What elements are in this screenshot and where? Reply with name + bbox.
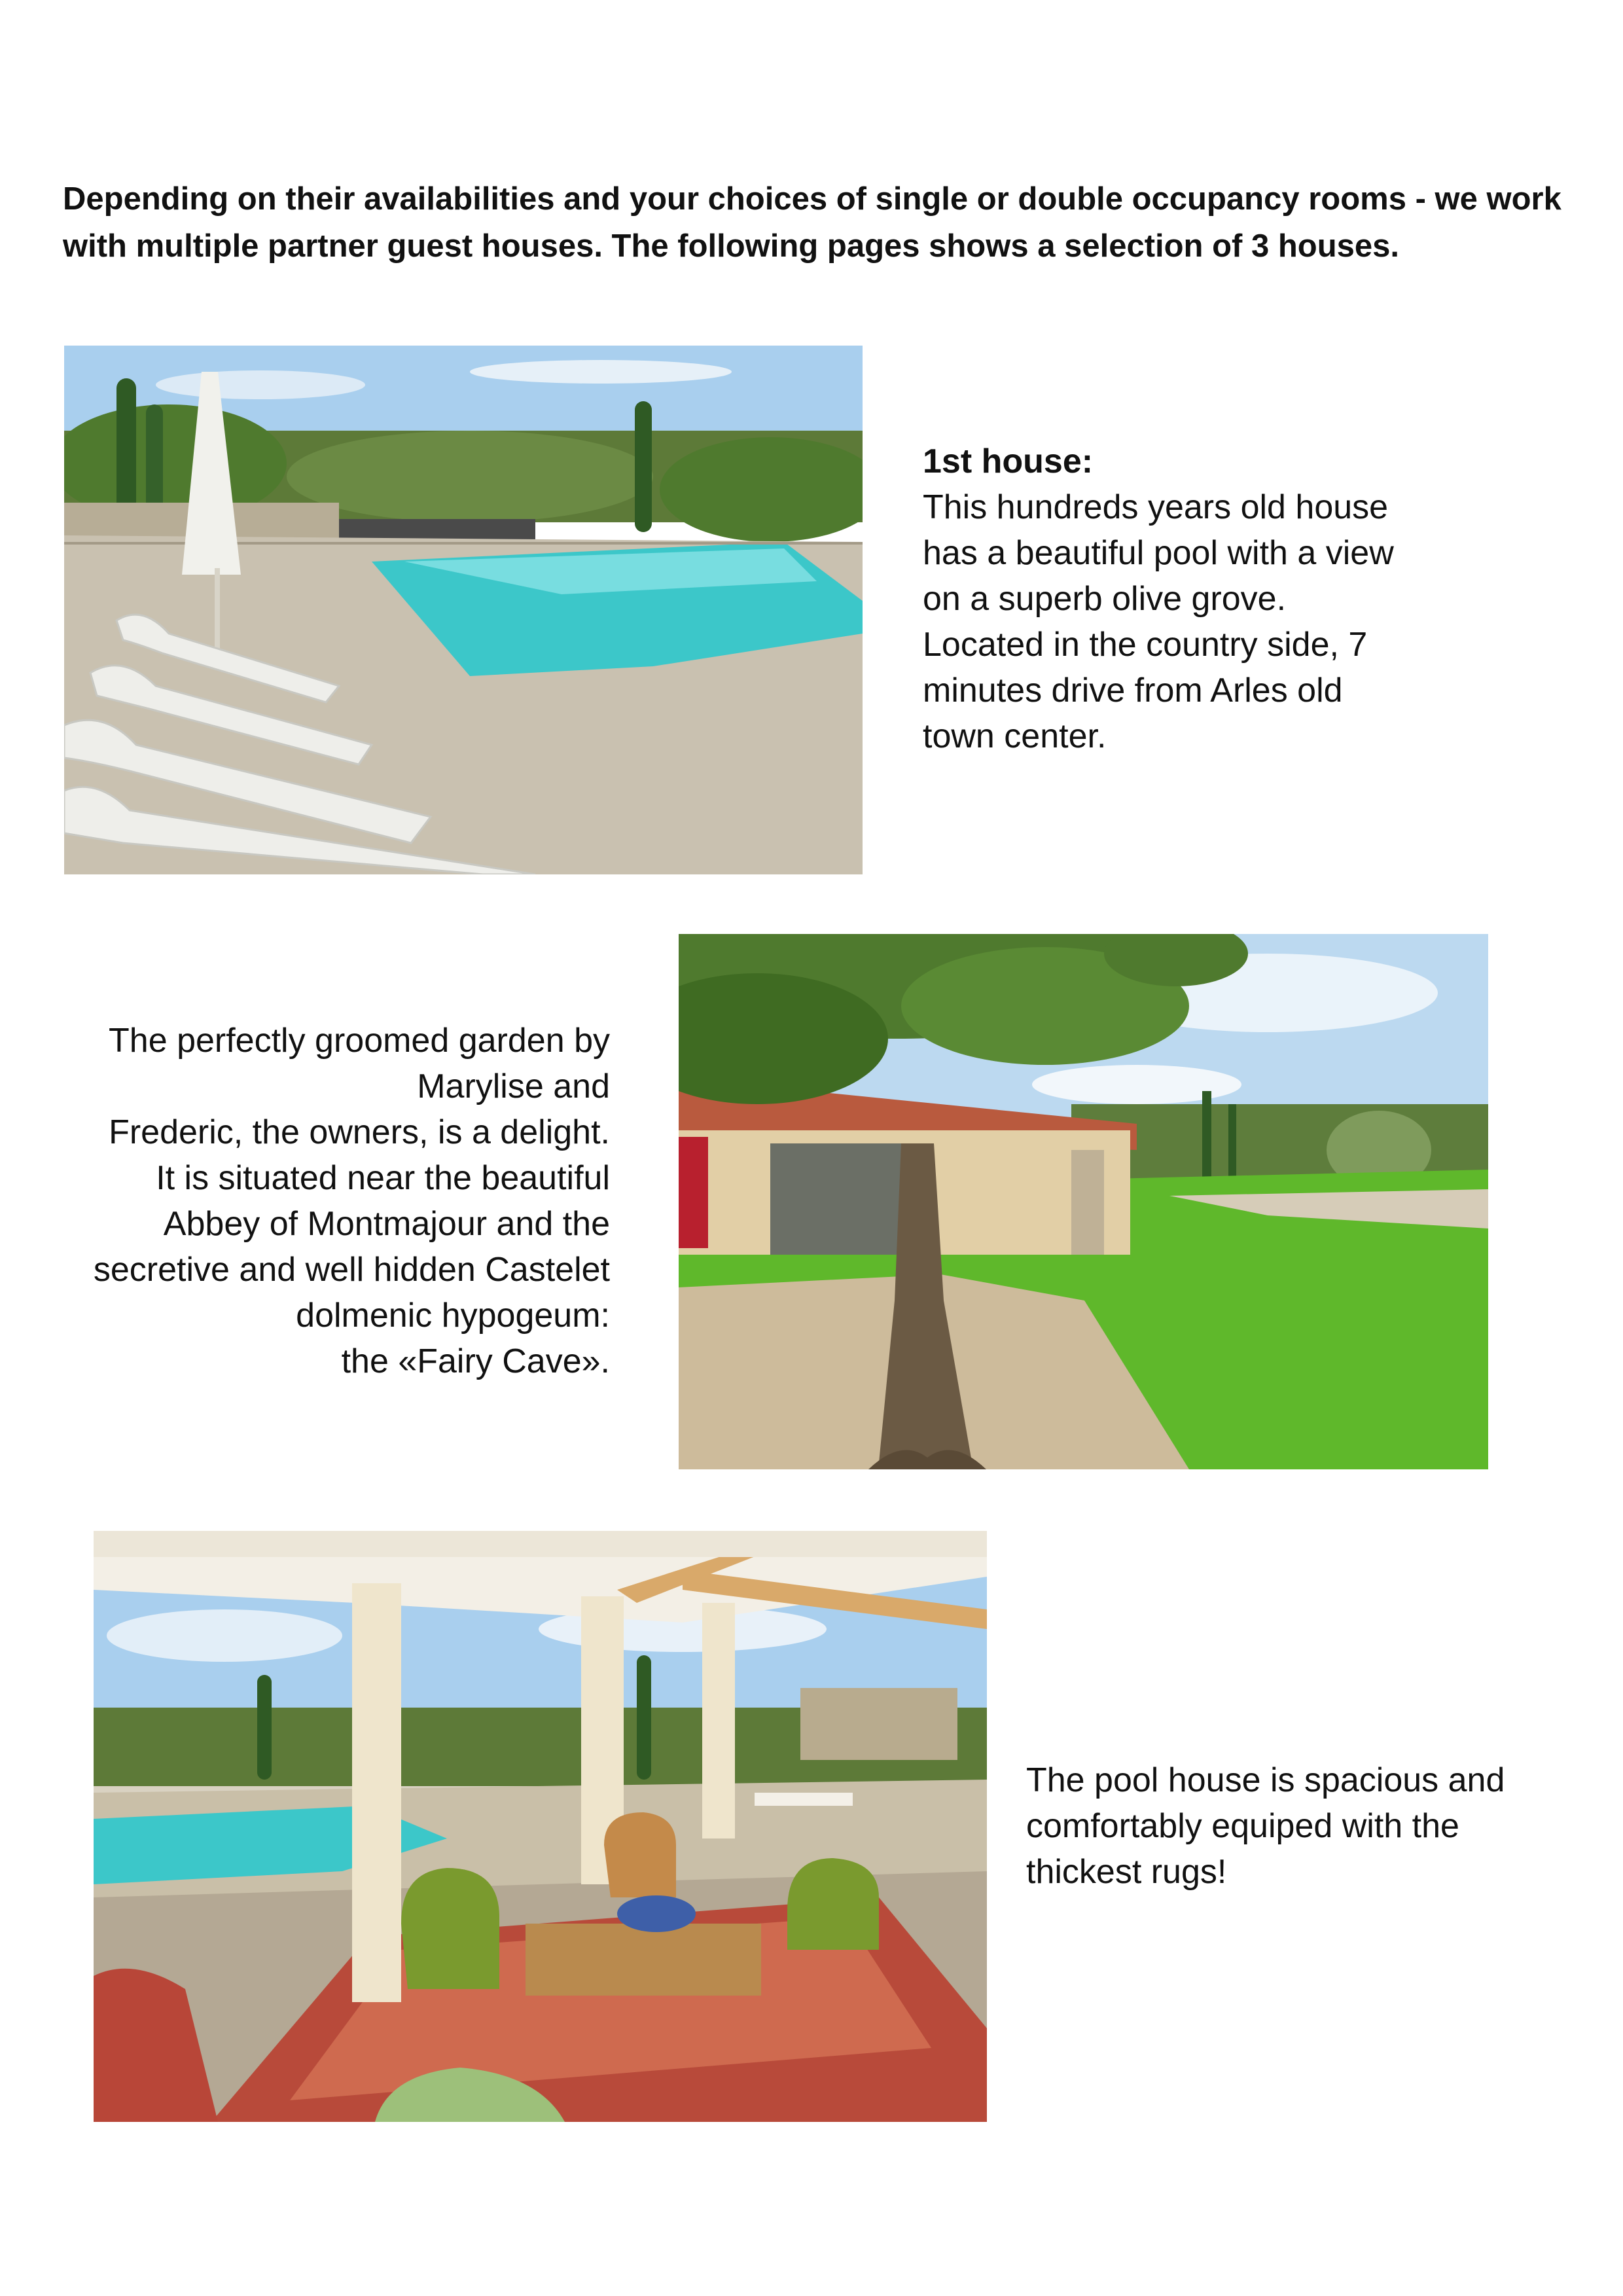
caption-line: secretive and well hidden Castelet bbox=[93, 1251, 610, 1289]
caption-line: dolmenic hypogeum: bbox=[296, 1297, 610, 1335]
caption-line: comfortably equiped with the bbox=[1026, 1807, 1459, 1845]
caption-line: It is situated near the beautiful bbox=[156, 1159, 610, 1197]
caption-line: Marylise and bbox=[417, 1067, 610, 1105]
caption-line: thickest rugs! bbox=[1026, 1853, 1227, 1891]
caption-line: Frederic, the owners, is a delight. bbox=[109, 1113, 610, 1151]
house-1-caption bbox=[923, 439, 1499, 759]
caption-line: Located in the country side, 7 bbox=[923, 626, 1368, 664]
house-1-heading: 1st house: bbox=[923, 442, 1094, 480]
caption-line: has a beautiful pool with a view bbox=[923, 534, 1394, 572]
pool-photo bbox=[64, 346, 863, 874]
caption-line: minutes drive from Arles old bbox=[923, 672, 1343, 709]
garden-caption bbox=[65, 1018, 610, 1384]
caption-line: town center. bbox=[923, 717, 1107, 755]
caption-line: on a superb olive grove. bbox=[923, 580, 1287, 618]
caption-line: This hundreds years old house bbox=[923, 488, 1389, 526]
caption-line: The pool house is spacious and bbox=[1026, 1761, 1505, 1799]
pool-house-photo bbox=[94, 1531, 987, 2122]
caption-line: the «Fairy Cave». bbox=[341, 1342, 610, 1380]
garden-photo bbox=[679, 934, 1488, 1469]
pool-house-caption bbox=[1026, 1757, 1550, 1895]
intro-paragraph: Depending on their availabilities and your choices of single or double occupancy rooms - we work with multiple partner guest houses. The following pages shows a selection of 3 houses. bbox=[63, 181, 1561, 264]
caption-line: The perfectly groomed garden by bbox=[109, 1022, 610, 1060]
caption-line: Abbey of Montmajour and the bbox=[163, 1205, 610, 1243]
